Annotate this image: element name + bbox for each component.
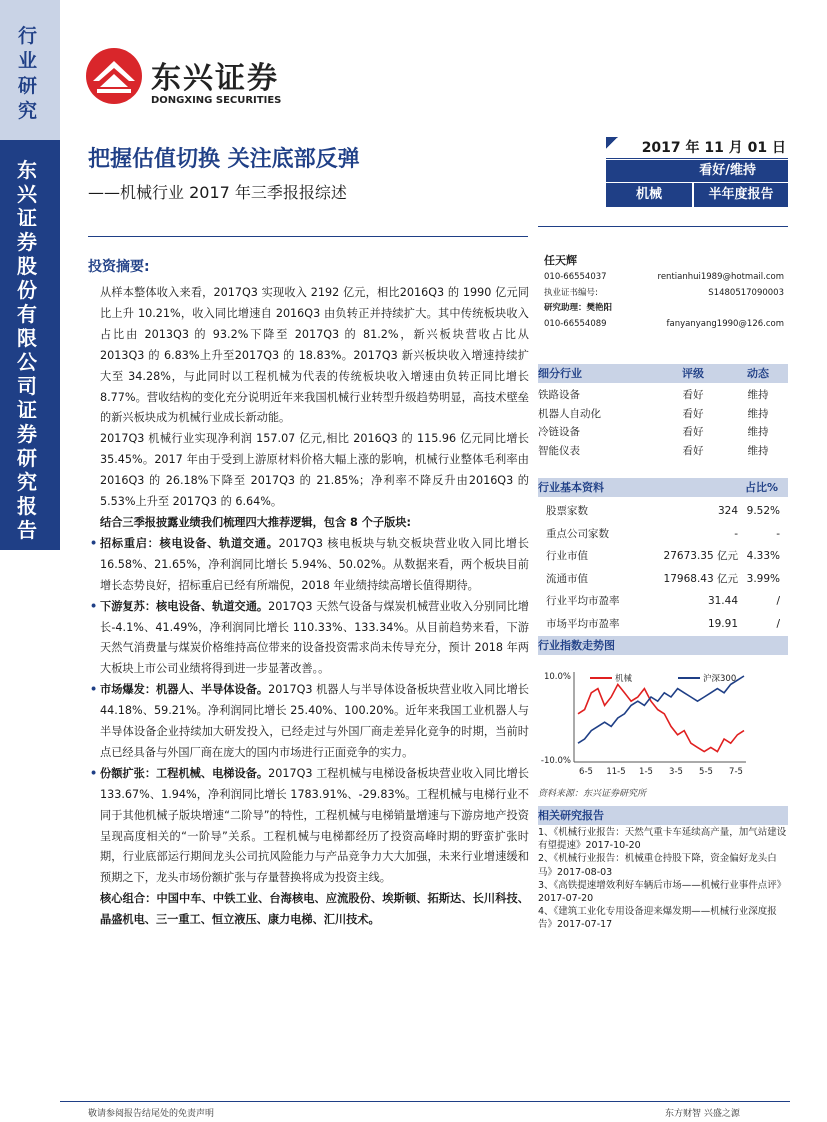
bullet-item [90, 597, 529, 681]
table-row [538, 423, 788, 442]
rating-categories [606, 183, 788, 207]
logo-name-cn: 东兴证券 [151, 61, 279, 96]
table-row [538, 523, 788, 546]
main-divider [88, 236, 528, 237]
table-cell: / [776, 595, 780, 607]
bullet-head: 招标重启：核电设备、轨道交通。 [100, 536, 279, 550]
x-tick-label: 1-5 [639, 767, 653, 777]
table-cell: 流通市值 [546, 572, 588, 585]
logo-mark-icon [85, 47, 143, 105]
assistant-name: 樊艳阳 [586, 303, 613, 314]
table-row [538, 442, 788, 461]
bullet-item [90, 680, 529, 764]
table-cell: 行业市值 [546, 550, 588, 562]
core-portfolio-text: 中国中车、中铁工业、台海核电、应流股份、埃斯顿、拓斯达、长川科技、晶盛机电、三一重工、恒立液压、康力电梯、汇川技术。 [100, 892, 529, 927]
basic-data-table [538, 500, 788, 635]
report-title: 把握估值切换 关注底部反弹 [88, 147, 360, 172]
ratings-col-rating: 评级 [682, 367, 704, 380]
table-row [538, 500, 788, 523]
table-cell: 维持 [747, 444, 769, 457]
table-cell: 19.91 [707, 617, 738, 630]
index-chart [538, 660, 788, 782]
ratings-table [538, 386, 788, 460]
x-tick-label: 7-5 [729, 767, 743, 777]
analyst-info [544, 252, 784, 332]
bullet-item [90, 764, 529, 889]
assistant-email[interactable]: fanyanyang1990@126.com [666, 318, 784, 329]
table-row [538, 590, 788, 613]
core-portfolio-label: 核心组合： [100, 892, 157, 906]
index-chart-header [538, 636, 788, 655]
related-item[interactable]: 4、《建筑工业化专用设备迎来爆发期——机械行业深度报告》2017-07-17 [538, 906, 777, 931]
table-cell: 维持 [747, 407, 769, 420]
logo-name-en: DONGXING SECURITIES [151, 95, 282, 106]
industry-label: 机械 [606, 183, 692, 207]
abstract-logic-intro: 结合三季报披露业绩我们梳理四大推荐逻辑，包含 8 个子版块: [100, 515, 411, 529]
table-cell: 维持 [747, 426, 769, 438]
sidebar-category-label: 行业研究 [18, 25, 38, 122]
chart-source: 资料来源：东兴证券研究所 [538, 789, 647, 799]
cert-number: S1480517090003 [708, 287, 784, 298]
analyst-name: 任天辉 [544, 254, 577, 267]
y-tick-label: -10.0% [540, 756, 571, 766]
table-cell: 看好 [682, 444, 704, 457]
legend-label: 机械 [615, 674, 633, 684]
related-item[interactable]: 3、《高铁提速增效利好车辆后市场——机械行业事件点评》2017-07-20 [538, 879, 787, 905]
analyst-phone: 010-66554037 [544, 272, 607, 282]
related-heading: 相关研究报告 [538, 809, 604, 822]
bullet-text: 2017Q3 天然气设备与煤炭机械营业收入分别同比增长-4.1%、41.49%，净利润同比增长 110.33%、133.34%。从目前趋势来看，下游天然气消费量与煤炭价格维持高位带来的设备投资需求尚未传导充分，预计 2018 年两大板块上市公司业绩将得到进一步显著改善。。 [100, 599, 529, 676]
related-header [538, 806, 788, 825]
bullet-item [90, 534, 529, 597]
report-type-label: 半年度报告 [694, 183, 788, 207]
table-cell: 9.52% [746, 505, 780, 517]
bullet-icon: • [90, 766, 98, 780]
index-chart-svg [538, 660, 788, 782]
basic-data-pct-heading: 占比% [744, 481, 778, 494]
x-tick-label: 3-5 [669, 767, 683, 777]
y-tick-label: 10.0% [543, 672, 571, 682]
legend-label: 沪深300 [703, 674, 737, 684]
table-cell: 3.99% [746, 572, 780, 585]
corner-flag-icon [606, 137, 618, 149]
bullet-text: 2017Q3 工程机械与电梯设备板块营业收入同比增长 133.67%、1.94%，净利润同比增长 1783.91%、-29.83%。工程机械与电梯行业不同于其他机械子版块增速“二阶导”的特性，工程机械与电梯销量增速与下游房地产投资呈现高度相关的“一阶导”关系。工程机械与电梯都经历了投资高峰时期的野蛮扩张时期，行业底部运行期间龙头公司抗风险能力与产品竞争力大大加强，未来行业增速缓和预期之下，龙头市场份额扩张与存量替换将成为投资主线。 [100, 766, 529, 885]
table-cell: 17968.43 亿元 [663, 572, 738, 585]
assistant [544, 301, 612, 317]
bullet-icon: • [90, 683, 98, 697]
footer-disclaimer: 敬请参阅报告结尾处的免责声明 [88, 1109, 215, 1119]
table-row [538, 405, 788, 424]
abstract-paragraph: 从样本整体收入来看，2017Q3 实现收入 2192 亿元，相比2016Q3 的 1990 亿元同比上升 10.21%，收入同比增速自 2016Q3 由负转正并持续扩大。其中传统板块收入占比由 2013Q3 的 93.2%下降至 2017Q3 的 81.2%，新兴板块营收占比从 2013Q3 的 6.83%上升至2017Q3 的 18.83%。2017Q3 新兴板块收入增速持续扩大至 34.28%，与此同时以工程机械为代表的传统板块收入增速由负转正同比增长 8.77%。营收结构的变化充分说明近年来我国机械行业转型升级趋势明显，高技术壁垒的新兴板块成为机械行业成长新动能。 [100, 286, 529, 425]
core-portfolio [100, 889, 529, 931]
series-line [578, 684, 744, 751]
report-subtitle: ——机械行业 2017 年三季报报综述 [88, 183, 347, 202]
basic-data-header [538, 478, 788, 497]
table-cell: - [776, 527, 780, 540]
analyst-email[interactable]: rentianhui1989@hotmail.com [657, 272, 784, 282]
index-chart-heading: 行业指数走势图 [538, 639, 615, 652]
table-cell: 看好 [682, 426, 704, 438]
abstract-body [90, 283, 529, 931]
assistant-contact [544, 317, 784, 333]
rating-box [606, 137, 788, 207]
table-cell: 智能仪表 [538, 444, 580, 457]
bullet-head: 份额扩张：工程机械、电梯设备。 [100, 766, 269, 780]
report-date: 2017 年 11 月 01 日 [606, 137, 788, 159]
abstract-heading: 投资摘要: [88, 259, 150, 275]
table-row [538, 613, 788, 636]
analyst-cert [544, 286, 784, 302]
bullet-head: 市场爆发：机器人、半导体设备。 [100, 683, 269, 697]
x-tick-label: 6-5 [579, 767, 593, 777]
table-cell: 看好 [682, 407, 704, 420]
x-tick-label: 5-5 [699, 767, 713, 777]
bullet-icon: • [90, 599, 98, 613]
table-cell: 股票家数 [546, 505, 588, 517]
assistant-label: 研究助理： [544, 303, 587, 314]
ratings-col-industry: 细分行业 [538, 367, 582, 380]
side-divider [538, 226, 788, 227]
bullet-text: 2017Q3 核电板块与轨交板块营业收入同比增长 16.58%、21.65%，净利润同比增长 5.94%、50.02%。从数据来看，两个板块目前增长态势良好，招标重启已经有所端倪，2018 年业绩持续高增长值得期待。 [100, 536, 529, 592]
abstract-paragraph: 2017Q3 机械行业实现净利润 157.07 亿元,相比 2016Q3 的 115.96 亿元同比增长 35.45%。2017 年由于受到上游原材料价格大幅上涨的影响，机械行业整体毛利率由 2016Q3 的 26.18%下降至 2017Q3 的 21.85%；净利率不降反升由2016Q3 的 5.53%上升至 2017Q3 的 6.64%。 [100, 432, 529, 509]
assistant-row [544, 301, 784, 317]
ratings-table-header [538, 364, 788, 383]
table-cell: 维持 [747, 389, 769, 401]
sidebar-category [0, 0, 60, 140]
table-cell: 324 [717, 505, 738, 517]
sidebar-strip [0, 0, 60, 1122]
table-cell: 看好 [682, 389, 704, 401]
table-row [538, 568, 788, 591]
table-row [538, 545, 788, 568]
table-cell: 机器人自动化 [538, 407, 601, 420]
table-cell: 31.44 [707, 595, 738, 607]
ratings-col-trend: 动态 [747, 367, 769, 380]
bullet-text: 2017Q3 机器人与半导体设备板块营业收入同比增长 44.18%、59.21%。净利润同比增长 25.40%、100.20%。近年来我国工业机器人与半导体设备企业持续加大研发投入，已经走过与外国厂商走差异化竞争的时期，当前时点已经具备与外国厂商在庞大的国内市场进行正面竞争的实力。 [100, 683, 529, 759]
table-cell: / [776, 617, 780, 630]
series-line [578, 676, 744, 743]
related-item[interactable]: 2、《机械行业报告：机械重仓持股下降，资金偏好龙头白马》2017-08-03 [538, 853, 777, 878]
assistant-phone: 010-66554089 [544, 318, 607, 329]
table-cell: 行业平均市盈率 [546, 595, 620, 607]
sidebar-org [0, 140, 60, 550]
sidebar-org-label: 东兴证券股份有限公司证券研究报告 [17, 158, 37, 542]
table-cell: 市场平均市盈率 [546, 617, 620, 630]
analyst-contact [544, 270, 784, 286]
rating-label: 看好/维持 [606, 160, 788, 182]
bullet-head: 下游复苏：核电设备、轨道交通。 [100, 599, 269, 613]
table-cell: - [734, 527, 738, 540]
related-list [538, 826, 788, 932]
table-cell: 27673.35 亿元 [663, 550, 738, 562]
table-cell: 重点公司家数 [546, 527, 609, 540]
related-item[interactable]: 1、《机械行业报告：天然气重卡车延续高产量，加气站建设有望提速》2017-10-20 [538, 827, 787, 852]
basic-data-heading: 行业基本资料 [538, 481, 604, 494]
table-cell: 冷链设备 [538, 426, 580, 438]
cert-label: 执业证书编号: [544, 287, 598, 298]
table-row [538, 386, 788, 405]
table-cell: 4.33% [746, 550, 780, 562]
footer-divider [60, 1101, 790, 1102]
footer-slogan: 东方财智 兴盛之源 [665, 1109, 740, 1119]
x-tick-label: 11-5 [606, 767, 626, 777]
table-cell: 铁路设备 [538, 389, 580, 401]
bullet-icon: • [90, 536, 98, 550]
